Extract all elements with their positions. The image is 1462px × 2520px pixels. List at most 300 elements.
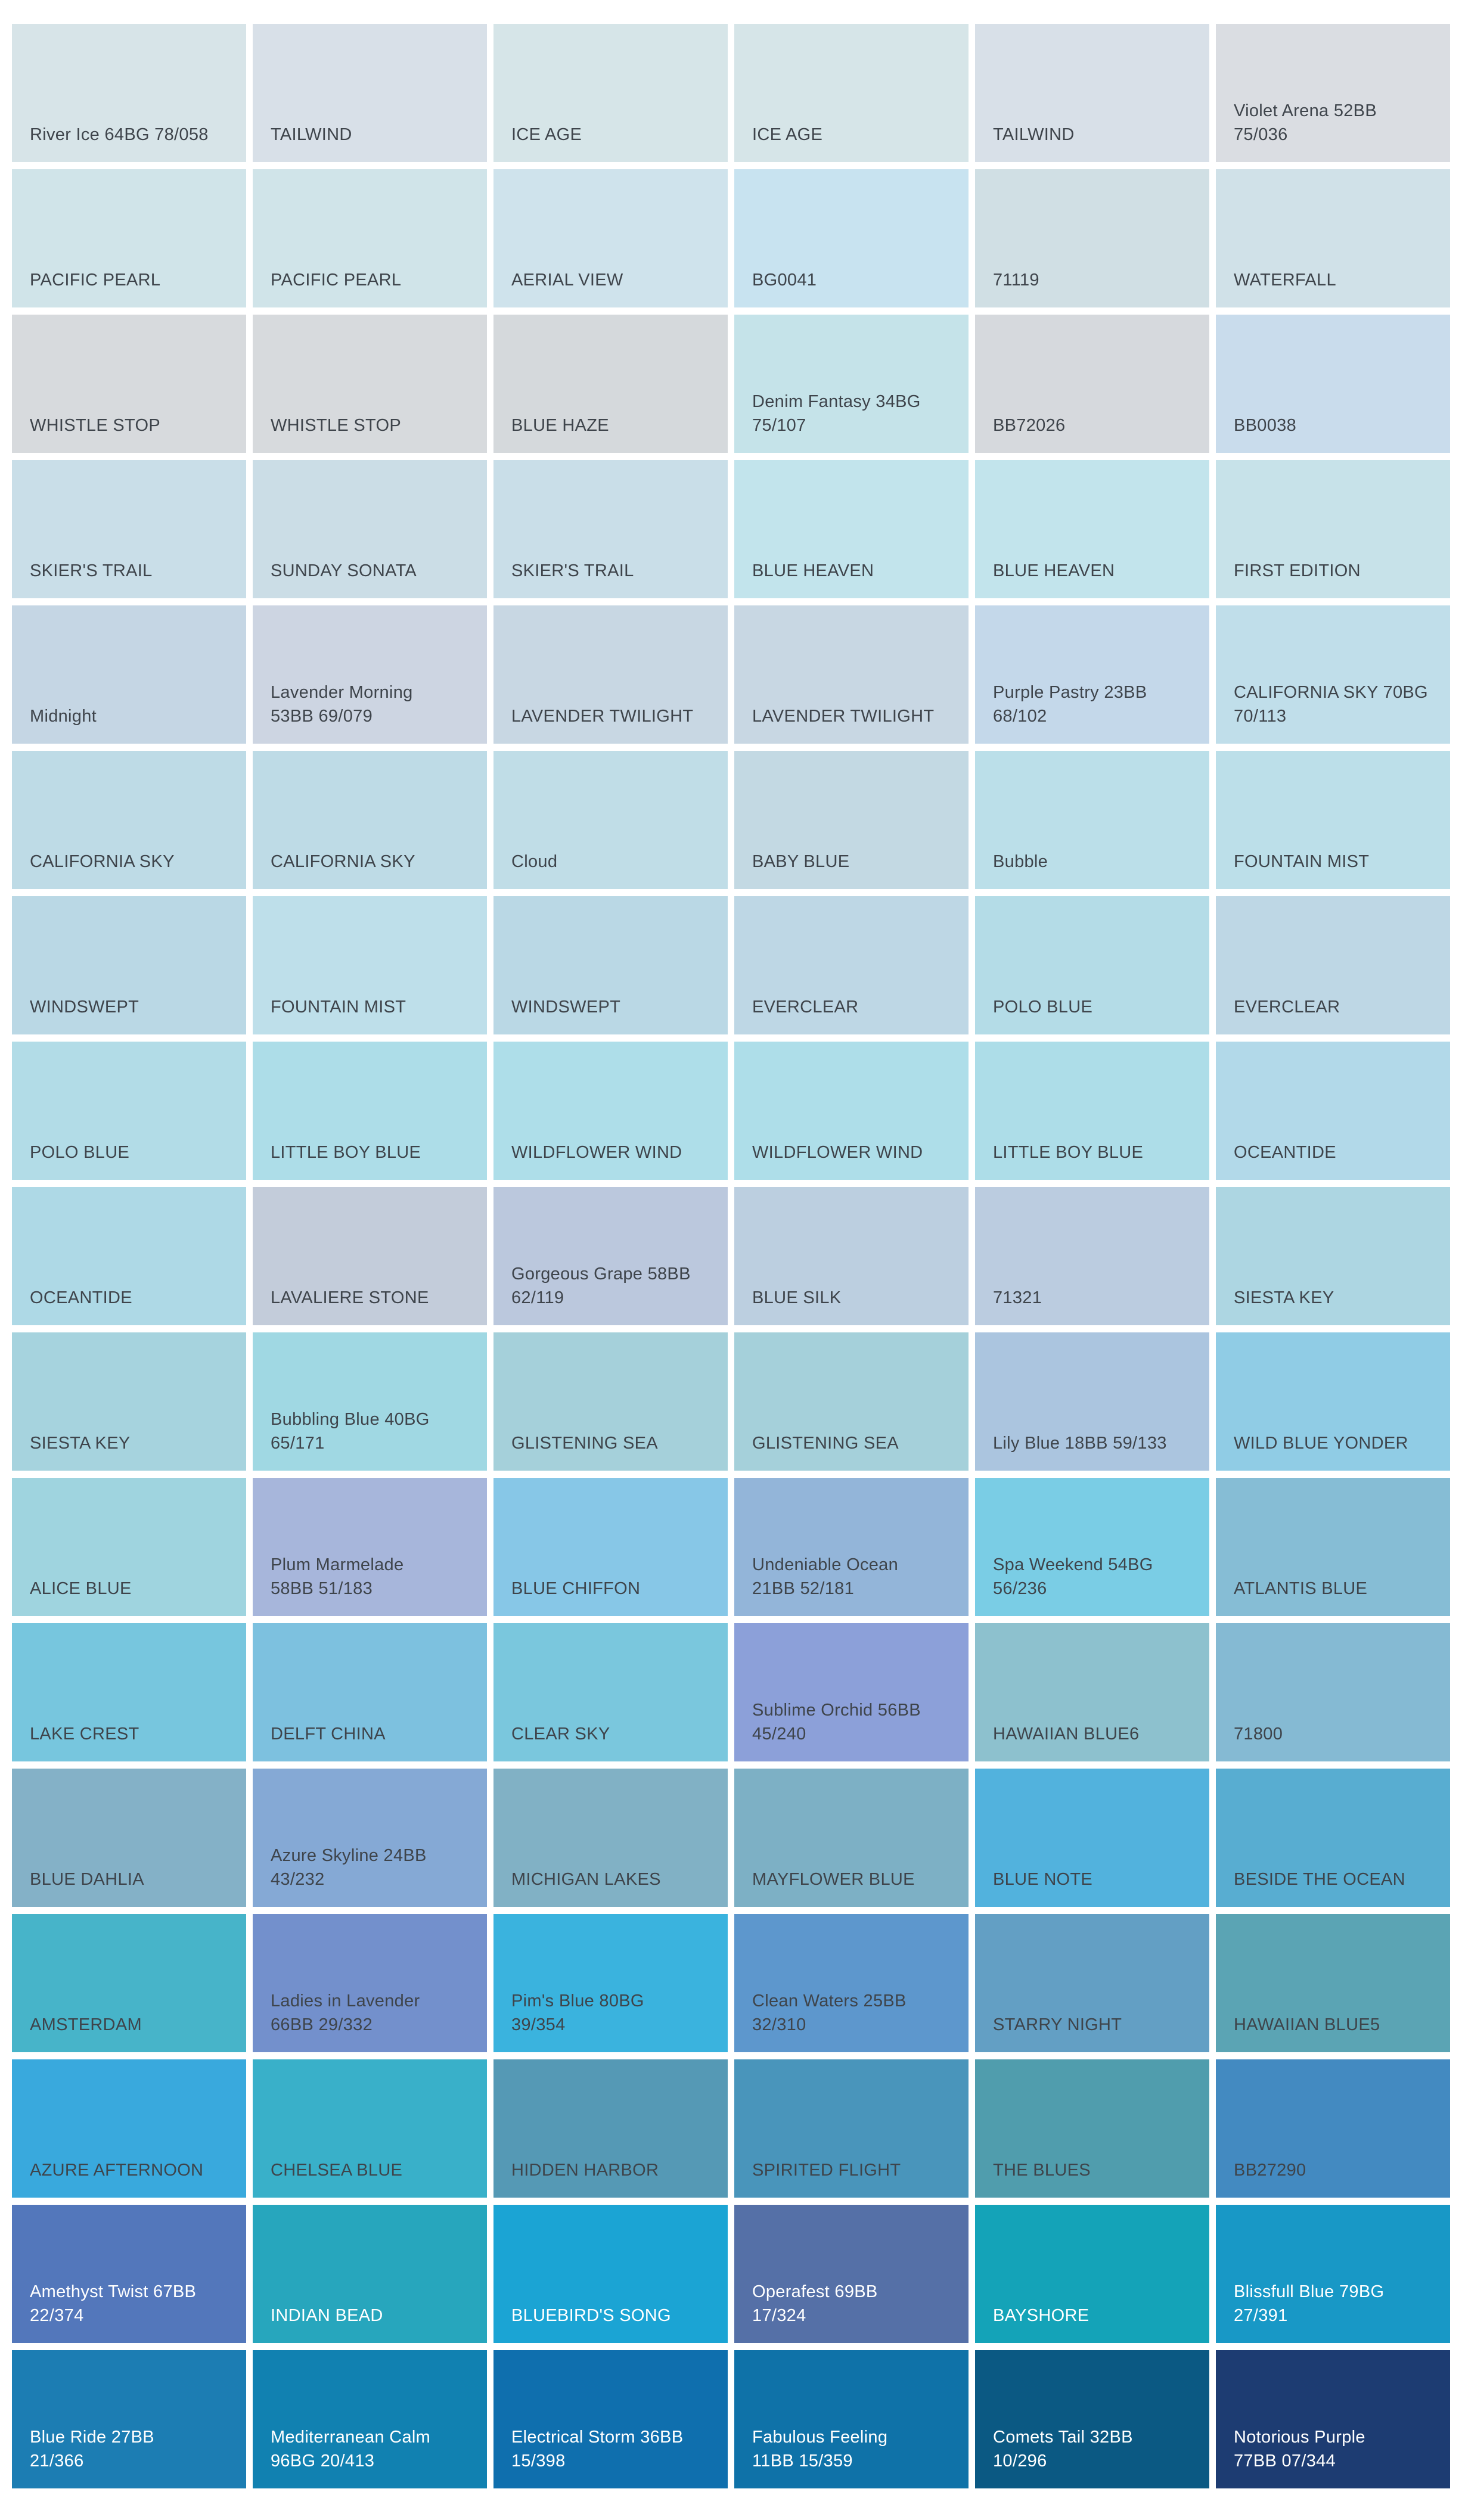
swatch-cell[interactable] [12, 2205, 246, 2343]
swatch-label-line: Violet Arena 52BB [1234, 101, 1377, 120]
swatch-label-line: Blue Ride 27BB [30, 2428, 154, 2447]
swatch-label [30, 704, 97, 728]
swatch-label [1234, 99, 1377, 147]
swatch-cell[interactable] [493, 1042, 728, 1180]
swatch-label [271, 123, 352, 147]
swatch-label-line: MICHIGAN LAKES [511, 1870, 661, 1889]
swatch-cell[interactable] [734, 24, 969, 162]
swatch-label-line: WILDFLOWER WIND [752, 1143, 923, 1162]
swatch-label [993, 1553, 1153, 1601]
swatch-label [511, 1577, 640, 1601]
swatch-cell[interactable] [975, 1769, 1209, 1907]
swatch-label [30, 995, 139, 1019]
swatch-label-line: LITTLE BOY BLUE [271, 1143, 421, 1162]
swatch-cell[interactable] [734, 1332, 969, 1471]
swatch-label-line: Spa Weekend 54BG [993, 1555, 1153, 1574]
swatch-label-line: OCEANTIDE [1234, 1143, 1336, 1162]
swatch-cell[interactable] [1216, 1914, 1450, 2052]
swatch-cell[interactable] [12, 2350, 246, 2488]
swatch-label-line: 71321 [993, 1288, 1042, 1307]
swatch-label-line: 75/036 [1234, 125, 1288, 144]
swatch-label [511, 1722, 610, 1746]
swatch-cell[interactable] [734, 1623, 969, 1761]
swatch-cell[interactable] [1216, 605, 1450, 744]
swatch-cell[interactable] [253, 896, 487, 1034]
swatch-label-line: ALICE BLUE [30, 1579, 132, 1598]
swatch-label-line: 70/113 [1234, 707, 1287, 726]
swatch-label [752, 1553, 898, 1601]
swatch-label [993, 995, 1092, 1019]
swatch-cell[interactable] [12, 1042, 246, 1180]
swatch-label-line: AMSTERDAM [30, 2015, 142, 2034]
swatch-cell[interactable] [1216, 2205, 1450, 2343]
swatch-label [993, 1868, 1092, 1891]
swatch-cell[interactable] [734, 1478, 969, 1616]
swatch-label [752, 2425, 887, 2473]
swatch-label-line: 77BB 07/344 [1234, 2451, 1336, 2471]
swatch-label-line: BLUE HEAVEN [752, 561, 874, 580]
swatch-label-line: SIESTA KEY [1234, 1288, 1334, 1307]
swatch-label [993, 2158, 1091, 2182]
swatch-cell[interactable] [975, 24, 1209, 162]
swatch-label [30, 414, 160, 437]
swatch-label-line: Notorious Purple [1234, 2428, 1365, 2447]
swatch-label [511, 559, 634, 583]
swatch-label [271, 1407, 430, 1455]
swatch-cell[interactable] [734, 751, 969, 889]
swatch-cell[interactable] [12, 1623, 246, 1761]
swatch-cell[interactable] [734, 169, 969, 307]
swatch-cell[interactable] [975, 605, 1209, 744]
swatch-cell[interactable] [1216, 460, 1450, 598]
swatch-label-line: Operafest 69BB [752, 2282, 878, 2301]
swatch-cell[interactable] [734, 1187, 969, 1325]
swatch-label [1234, 681, 1428, 728]
swatch-label-line: DELFT CHINA [271, 1724, 386, 1744]
swatch-label-line: CALIFORNIA SKY 70BG [1234, 683, 1428, 702]
swatch-label [271, 1844, 427, 1891]
swatch-label [752, 1141, 923, 1164]
swatch-label [993, 1141, 1143, 1164]
swatch-label-line: 62/119 [511, 1288, 564, 1307]
swatch-cell[interactable] [253, 1332, 487, 1471]
swatch-label [1234, 414, 1296, 437]
swatch-label-line: LAVENDER TWILIGHT [511, 707, 694, 726]
swatch-label [511, 704, 693, 728]
swatch-cell[interactable] [493, 460, 728, 598]
swatch-label [1234, 1286, 1334, 1310]
swatch-label [993, 850, 1048, 874]
swatch-label-line: AZURE AFTERNOON [30, 2161, 204, 2180]
swatch-cell[interactable] [1216, 2059, 1450, 2198]
swatch-label-line: BLUE HEAVEN [993, 561, 1115, 580]
swatch-cell[interactable] [975, 2205, 1209, 2343]
swatch-label [511, 1868, 661, 1891]
swatch-label-line: Undeniable Ocean [752, 1555, 899, 1574]
swatch-cell[interactable] [253, 605, 487, 744]
swatch-label-line: Bubbling Blue 40BG [271, 1410, 430, 1429]
swatch-label-line: Lavender Morning [271, 683, 413, 702]
swatch-cell[interactable] [975, 2059, 1209, 2198]
swatch-label-line: SPIRITED FLIGHT [752, 2161, 901, 2180]
swatch-label-line: Clean Waters 25BB [752, 1991, 907, 2011]
swatch-label-line: FIRST EDITION [1234, 561, 1361, 580]
swatch-label [30, 2013, 142, 2037]
swatch-label [1234, 1868, 1405, 1891]
swatch-label-line: 96BG 20/413 [271, 2451, 375, 2471]
swatch-label [511, 2425, 683, 2473]
swatch-cell[interactable] [253, 2205, 487, 2343]
swatch-cell[interactable] [253, 1478, 487, 1616]
swatch-label-line: WHISTLE STOP [30, 416, 160, 435]
swatch-label-line: Midnight [30, 707, 97, 726]
swatch-cell[interactable] [253, 315, 487, 453]
swatch-cell[interactable] [734, 2059, 969, 2198]
swatch-cell[interactable] [493, 24, 728, 162]
swatch-label-line: EVERCLEAR [752, 998, 859, 1017]
swatch-label-line: 39/354 [511, 2015, 566, 2034]
swatch-label [752, 704, 934, 728]
swatch-label-line: HAWAIIAN BLUE5 [1234, 2015, 1380, 2034]
swatch-label [752, 1989, 907, 2037]
swatch-label-line: 10/296 [993, 2451, 1047, 2471]
swatch-label-line: SUNDAY SONATA [271, 561, 417, 580]
swatch-cell[interactable] [12, 1769, 246, 1907]
swatch-label-line: BABY BLUE [752, 852, 850, 871]
swatch-label [993, 268, 1039, 292]
swatch-label-line: PACIFIC PEARL [271, 271, 402, 290]
swatch-label [30, 1868, 144, 1891]
swatch-cell[interactable] [975, 1042, 1209, 1180]
swatch-cell[interactable] [253, 1623, 487, 1761]
swatch-cell[interactable] [493, 605, 728, 744]
swatch-label-line: 17/324 [752, 2306, 806, 2325]
swatch-cell[interactable] [734, 2205, 969, 2343]
swatch-label [993, 1286, 1042, 1310]
swatch-label [993, 681, 1147, 728]
swatch-label-line: 22/374 [30, 2306, 84, 2325]
swatch-label [511, 850, 557, 874]
swatch-label [993, 1431, 1167, 1455]
swatch-label-line: SKIER'S TRAIL [30, 561, 153, 580]
swatch-label-line: WINDSWEPT [30, 998, 139, 1017]
swatch-label [511, 2304, 671, 2328]
swatch-cell[interactable] [493, 1478, 728, 1616]
swatch-cell[interactable] [12, 605, 246, 744]
swatch-cell[interactable] [12, 2059, 246, 2198]
swatch-label-line: 56/236 [993, 1579, 1047, 1598]
swatch-cell[interactable] [493, 1187, 728, 1325]
swatch-cell[interactable] [253, 751, 487, 889]
swatch-cell[interactable] [493, 2205, 728, 2343]
swatch-cell[interactable] [493, 1914, 728, 2052]
swatch-label-line: CHELSEA BLUE [271, 2161, 403, 2180]
swatch-cell[interactable] [253, 1042, 487, 1180]
swatch-cell[interactable] [975, 169, 1209, 307]
swatch-label-line: Lily Blue 18BB 59/133 [993, 1434, 1167, 1453]
swatch-cell[interactable] [975, 896, 1209, 1034]
swatch-label-line: BAYSHORE [993, 2306, 1089, 2325]
swatch-label [1234, 2425, 1365, 2473]
swatch-cell[interactable] [493, 315, 728, 453]
swatch-cell[interactable] [1216, 2350, 1450, 2488]
swatch-label-line: GLISTENING SEA [752, 1434, 899, 1453]
swatch-cell[interactable] [253, 169, 487, 307]
swatch-label-line: LAVALIERE STONE [271, 1288, 429, 1307]
swatch-label [511, 414, 609, 437]
swatch-label-line: 71800 [1234, 1724, 1283, 1744]
swatch-cell[interactable] [493, 2059, 728, 2198]
swatch-cell[interactable] [975, 2350, 1209, 2488]
swatch-label-line: CLEAR SKY [511, 1724, 610, 1744]
swatch-label-line: 32/310 [752, 2015, 806, 2034]
swatch-label [993, 123, 1075, 147]
swatch-grid [12, 24, 1450, 2488]
swatch-label-line: STARRY NIGHT [993, 2015, 1122, 2034]
swatch-label [271, 414, 401, 437]
swatch-label-line: TAILWIND [271, 125, 352, 144]
swatch-label [30, 2280, 196, 2328]
swatch-cell[interactable] [1216, 1042, 1450, 1180]
swatch-cell[interactable] [253, 460, 487, 598]
swatch-label-line: THE BLUES [993, 2161, 1091, 2180]
swatch-cell[interactable] [493, 896, 728, 1034]
swatch-label [30, 268, 160, 292]
swatch-label-line: 45/240 [752, 1724, 806, 1744]
swatch-label [271, 559, 417, 583]
swatch-label-line: LAVENDER TWILIGHT [752, 707, 935, 726]
swatch-label-line: Pim's Blue 80BG [511, 1991, 644, 2011]
swatch-label [993, 2013, 1122, 2037]
swatch-cell[interactable] [12, 169, 246, 307]
swatch-cell[interactable] [12, 896, 246, 1034]
swatch-cell[interactable] [253, 2059, 487, 2198]
swatch-cell[interactable] [1216, 1478, 1450, 1616]
swatch-label-line: BESIDE THE OCEAN [1234, 1870, 1405, 1889]
swatch-cell[interactable] [1216, 751, 1450, 889]
swatch-label-line: ICE AGE [752, 125, 823, 144]
swatch-label [271, 268, 401, 292]
swatch-label [271, 2304, 383, 2328]
swatch-cell[interactable] [975, 751, 1209, 889]
swatch-label-line: SIESTA KEY [30, 1434, 131, 1453]
swatch-label [993, 2304, 1089, 2328]
swatch-label [752, 850, 849, 874]
swatch-label-line: 21/366 [30, 2451, 84, 2471]
swatch-label [752, 559, 874, 583]
swatch-cell[interactable] [12, 1187, 246, 1325]
swatch-cell[interactable] [975, 460, 1209, 598]
swatch-label-line: BLUE CHIFFON [511, 1579, 641, 1598]
swatch-label [752, 1431, 899, 1455]
swatch-label [1234, 1141, 1336, 1164]
swatch-label-line: LITTLE BOY BLUE [993, 1143, 1144, 1162]
swatch-label [271, 1286, 429, 1310]
swatch-label-line: FOUNTAIN MIST [271, 998, 406, 1017]
swatch-cell[interactable] [253, 1769, 487, 1907]
swatch-label [511, 1431, 658, 1455]
swatch-label [30, 1577, 132, 1601]
swatch-label [752, 268, 817, 292]
swatch-label [752, 1698, 921, 1746]
swatch-label-line: WILDFLOWER WIND [511, 1143, 682, 1162]
swatch-label-line: INDIAN BEAD [271, 2306, 383, 2325]
swatch-cell[interactable] [1216, 1187, 1450, 1325]
swatch-label [511, 1141, 682, 1164]
swatch-cell[interactable] [734, 1914, 969, 2052]
swatch-label-line: POLO BLUE [993, 998, 1093, 1017]
swatch-cell[interactable] [493, 1623, 728, 1761]
swatch-cell[interactable] [253, 1187, 487, 1325]
swatch-label-line: Gorgeous Grape 58BB [511, 1264, 691, 1284]
swatch-label-line: CALIFORNIA SKY [30, 852, 175, 871]
swatch-label-line: WHISTLE STOP [271, 416, 401, 435]
swatch-label-line: Cloud [511, 852, 558, 871]
swatch-label [1234, 2158, 1306, 2182]
swatch-label [271, 1989, 420, 2037]
swatch-cell[interactable] [1216, 169, 1450, 307]
swatch-label [1234, 268, 1336, 292]
swatch-cell[interactable] [734, 1769, 969, 1907]
swatch-label [752, 1286, 841, 1310]
swatch-cell[interactable] [975, 1914, 1209, 2052]
swatch-label [993, 559, 1115, 583]
swatch-label [1234, 559, 1361, 583]
swatch-label [752, 123, 822, 147]
swatch-label-line: 66BB 29/332 [271, 2015, 373, 2034]
swatch-label-line: POLO BLUE [30, 1143, 130, 1162]
swatch-cell[interactable] [1216, 1623, 1450, 1761]
swatch-cell[interactable] [253, 1914, 487, 2052]
swatch-label [271, 1141, 421, 1164]
swatch-label [511, 1989, 644, 2037]
swatch-label [30, 1722, 139, 1746]
swatch-label [1234, 995, 1340, 1019]
swatch-cell[interactable] [493, 169, 728, 307]
swatch-cell[interactable] [734, 605, 969, 744]
swatch-label-line: 53BB 69/079 [271, 707, 373, 726]
swatch-cell[interactable] [734, 1042, 969, 1180]
swatch-label-line: HAWAIIAN BLUE6 [993, 1724, 1140, 1744]
swatch-label [752, 995, 858, 1019]
swatch-cell[interactable] [975, 1187, 1209, 1325]
swatch-label-line: BB27290 [1234, 2161, 1306, 2180]
swatch-label-line: WATERFALL [1234, 271, 1336, 290]
swatch-label [1234, 1722, 1283, 1746]
swatch-label-line: 68/102 [993, 707, 1047, 726]
swatch-label [752, 2158, 901, 2182]
swatch-label-line: River Ice 64BG 78/058 [30, 125, 209, 144]
swatch-label [511, 995, 620, 1019]
swatch-label [271, 995, 406, 1019]
swatch-label [271, 1553, 403, 1601]
swatch-cell[interactable] [12, 24, 246, 162]
swatch-cell[interactable] [734, 896, 969, 1034]
swatch-cell[interactable] [253, 24, 487, 162]
swatch-cell[interactable] [253, 2350, 487, 2488]
swatch-label [30, 1286, 132, 1310]
swatch-label [511, 1262, 691, 1310]
swatch-cell[interactable] [734, 2350, 969, 2488]
swatch-cell[interactable] [1216, 1769, 1450, 1907]
swatch-cell[interactable] [12, 460, 246, 598]
swatch-label-line: OCEANTIDE [30, 1288, 132, 1307]
swatch-label-line: BB0038 [1234, 416, 1296, 435]
swatch-cell[interactable] [493, 751, 728, 889]
swatch-cell[interactable] [12, 315, 246, 453]
swatch-label [511, 268, 623, 292]
swatch-label-line: 43/232 [271, 1870, 325, 1889]
swatch-label [1234, 2280, 1384, 2328]
swatch-label-line: WINDSWEPT [511, 998, 621, 1017]
swatch-cell[interactable] [1216, 315, 1450, 453]
swatch-label-line: BLUE SILK [752, 1288, 842, 1307]
swatch-cell[interactable] [12, 1478, 246, 1616]
swatch-cell[interactable] [493, 1769, 728, 1907]
swatch-label [993, 414, 1065, 437]
swatch-label [30, 559, 153, 583]
swatch-label-line: Ladies in Lavender [271, 1991, 420, 2011]
swatch-label-line: EVERCLEAR [1234, 998, 1340, 1017]
swatch-cell[interactable] [975, 1332, 1209, 1471]
swatch-cell[interactable] [975, 1478, 1209, 1616]
swatch-label [30, 850, 175, 874]
swatch-label [1234, 2013, 1380, 2037]
swatch-label-line: PACIFIC PEARL [30, 271, 161, 290]
swatch-label [271, 1722, 386, 1746]
swatch-label [271, 681, 413, 728]
swatch-label-line: Denim Fantasy 34BG [752, 392, 921, 411]
swatch-label-line: Comets Tail 32BB [993, 2428, 1133, 2447]
swatch-label-line: SKIER'S TRAIL [511, 561, 634, 580]
swatch-label [30, 1431, 130, 1455]
swatch-label-line: 21BB 52/181 [752, 1579, 854, 1598]
swatch-label-line: HIDDEN HARBOR [511, 2161, 659, 2180]
swatch-label-line: Sublime Orchid 56BB [752, 1701, 921, 1720]
swatch-cell[interactable] [493, 1332, 728, 1471]
swatch-cell[interactable] [12, 751, 246, 889]
swatch-label-line: Azure Skyline 24BB [271, 1846, 427, 1865]
swatch-label [30, 1141, 129, 1164]
swatch-label-line: AERIAL VIEW [511, 271, 623, 290]
swatch-cell[interactable] [734, 315, 969, 453]
swatch-cell[interactable] [734, 460, 969, 598]
swatch-label [271, 2425, 430, 2473]
swatch-cell[interactable] [975, 1623, 1209, 1761]
swatch-label [271, 850, 415, 874]
swatch-label [752, 1868, 915, 1891]
swatch-label [1234, 1431, 1408, 1455]
swatch-cell[interactable] [1216, 24, 1450, 162]
swatch-cell[interactable] [12, 1914, 246, 2052]
swatch-label-line: Amethyst Twist 67BB [30, 2282, 197, 2301]
swatch-label [993, 1722, 1139, 1746]
swatch-cell[interactable] [1216, 896, 1450, 1034]
swatch-label-line: BLUE HAZE [511, 416, 609, 435]
swatch-cell[interactable] [12, 1332, 246, 1471]
swatch-label-line: 75/107 [752, 416, 806, 435]
swatch-cell[interactable] [975, 315, 1209, 453]
swatch-label-line: Bubble [993, 852, 1048, 871]
swatch-label-line: 58BB 51/183 [271, 1579, 373, 1598]
swatch-label [30, 2158, 203, 2182]
swatch-cell[interactable] [493, 2350, 728, 2488]
swatch-label-line: ATLANTIS BLUE [1234, 1579, 1368, 1598]
swatch-label [1234, 850, 1369, 874]
swatch-cell[interactable] [1216, 1332, 1450, 1471]
swatch-label-line: Plum Marmelade [271, 1555, 404, 1574]
swatch-label [30, 123, 209, 147]
